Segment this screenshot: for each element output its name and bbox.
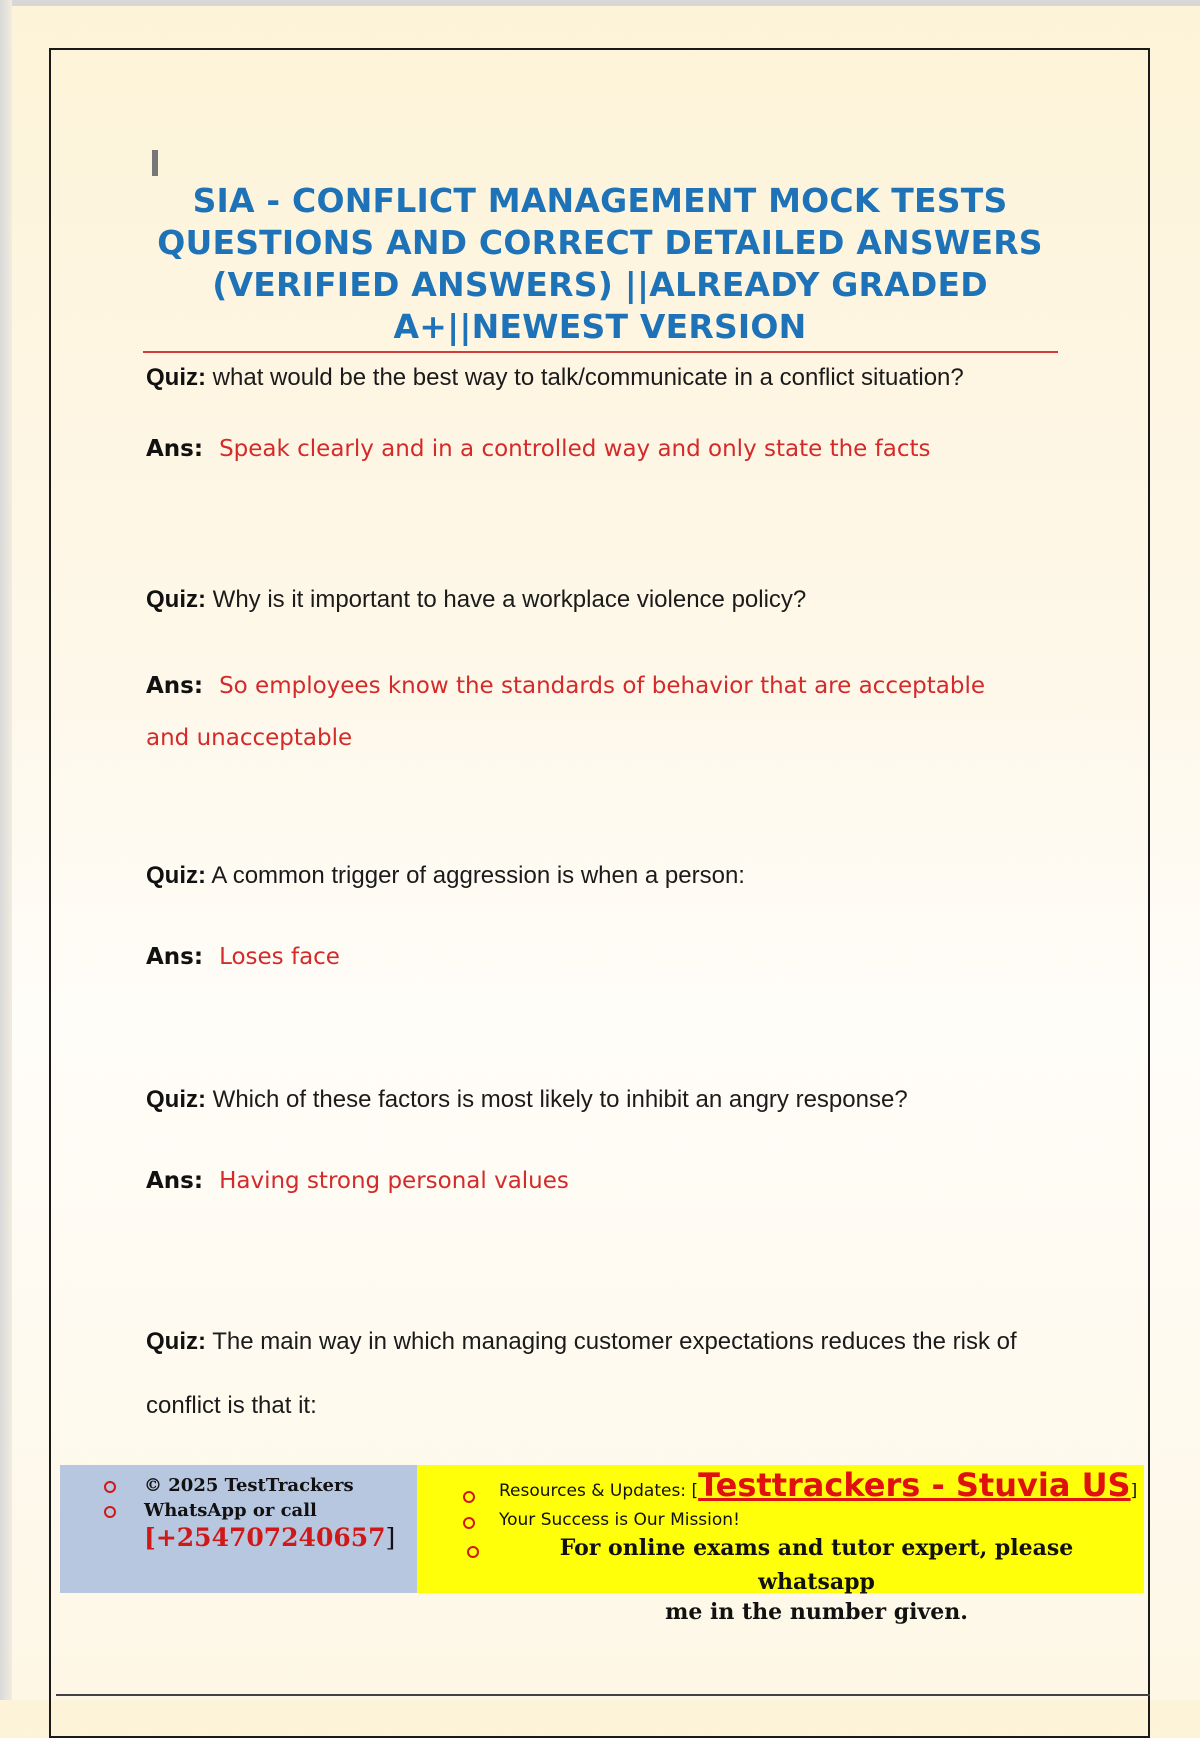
- footer-phone[interactable]: [+254707240657]: [144, 1523, 396, 1552]
- quiz-label: Quiz:: [146, 586, 206, 613]
- ans-label: Ans:: [146, 436, 204, 462]
- footer-copyright: © 2025 TestTrackers: [144, 1475, 354, 1496]
- answer-2: [146, 660, 1026, 764]
- bullet-circle-icon: [463, 1517, 475, 1529]
- resources-label: Resources & Updates:: [499, 1481, 687, 1501]
- qa-item-4: [146, 1086, 1076, 1194]
- qa-item-5: [146, 1310, 1026, 1438]
- question-1: [146, 364, 1076, 392]
- qa-item-3: [146, 862, 1076, 970]
- question-text: The main way in which managing customer expectations reduces the risk of conflict is that it:: [146, 1328, 1017, 1419]
- footer-contact-label: WhatsApp or call: [144, 1500, 317, 1521]
- quiz-label: Quiz:: [146, 862, 206, 889]
- question-3: [146, 862, 1076, 890]
- title-divider: [143, 351, 1058, 353]
- top-shade: [0, 0, 1200, 6]
- footer-resources: Resources & Updates: [Testtrackers - Stuvia US]: [499, 1466, 1138, 1504]
- bullet-circle-icon: [104, 1481, 116, 1493]
- answer-1: [146, 436, 1076, 462]
- answer-4: [146, 1168, 1076, 1194]
- footer-contact-panel: [60, 1465, 417, 1593]
- ans-label: Ans:: [146, 673, 204, 699]
- question-5: [146, 1310, 1026, 1438]
- resources-link[interactable]: Testtrackers - Stuvia US: [698, 1466, 1131, 1504]
- question-text: what would be the best way to talk/communicate in a conflict situation?: [212, 364, 964, 391]
- quiz-label: Quiz:: [146, 1086, 206, 1113]
- bullet-circle-icon: [467, 1546, 479, 1558]
- text-cursor-icon: [152, 150, 158, 176]
- page-bottom-divider: [56, 1694, 1150, 1696]
- answer-text: So employees know the standards of behavior that are acceptable and unacceptable: [146, 673, 985, 751]
- footer-tutor-line-2: me in the number given.: [665, 1599, 968, 1625]
- answer-3: [146, 944, 1076, 970]
- phone-number[interactable]: +254707240657: [155, 1523, 386, 1552]
- qa-item-2: [146, 586, 1076, 764]
- quiz-label: Quiz:: [146, 364, 206, 391]
- document-title: SIA - CONFLICT MANAGEMENT MOCK TESTS QUESTIONS AND CORRECT DETAILED ANSWERS (VERIFIED ANSWERS) ||ALREADY GRADED A+||NEWEST VERSION: [157, 181, 1043, 346]
- answer-text: Loses face: [219, 944, 340, 970]
- bullet-circle-icon: [104, 1506, 116, 1518]
- answer-text: Speak clearly and in a controlled way and only state the facts: [219, 436, 931, 462]
- ans-label: Ans:: [146, 944, 204, 970]
- question-4: [146, 1086, 1076, 1114]
- bullet-circle-icon: [463, 1491, 475, 1503]
- footer-resources-panel: [417, 1465, 1144, 1625]
- left-shade: [0, 0, 12, 1700]
- footer-mission: Your Success is Our Mission!: [499, 1510, 740, 1530]
- question-text: Why is it important to have a workplace violence policy?: [212, 586, 807, 613]
- footer-tutor-line-1: For online exams and tutor expert, please whatsapp: [559, 1535, 1074, 1595]
- ans-label: Ans:: [146, 1168, 204, 1194]
- question-text: Which of these factors is most likely to inhibit an angry response?: [212, 1086, 908, 1113]
- quiz-label: Quiz:: [146, 1328, 206, 1355]
- question-text: A common trigger of aggression is when a person:: [211, 862, 745, 889]
- answer-text: Having strong personal values: [219, 1168, 569, 1194]
- question-2: [146, 586, 1076, 614]
- qa-item-1: [146, 364, 1076, 462]
